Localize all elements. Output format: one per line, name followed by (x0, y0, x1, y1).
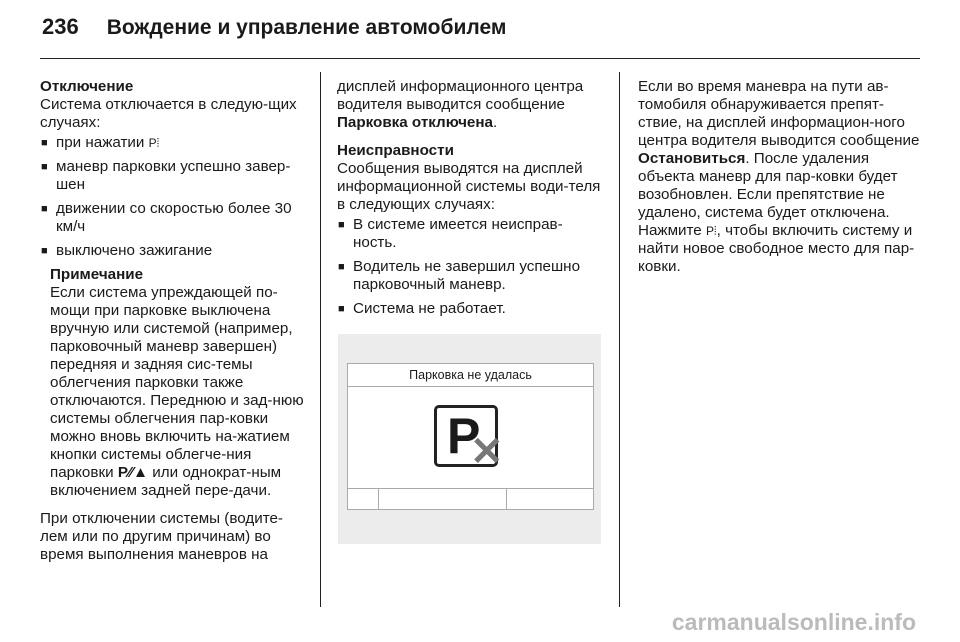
note-block (50, 266, 305, 500)
display-cell (348, 489, 379, 509)
paragraph: дисплей информационного центра водителя выводится сообщение Парковка отключена. (337, 78, 584, 131)
list-item: ■ маневр парковки успешно завер-шен (40, 158, 305, 194)
display-illustration (338, 334, 601, 544)
column-2 (337, 78, 604, 324)
page-header (42, 14, 506, 40)
paragraph: При отключении системы (водите-лем или по другим причинам) во время выполнения маневров на (40, 510, 283, 563)
paragraph (638, 78, 920, 276)
section-heading: Неисправности (337, 142, 454, 159)
parking-symbol: P (447, 408, 481, 464)
note-title: Примечание (50, 266, 144, 283)
list-item: ■ движении со скоростью более 30 км/ч (40, 200, 305, 236)
list-item: ■ В системе имеется неисправ-ность. (337, 216, 604, 252)
column-1 (40, 78, 305, 564)
paragraph: Система отключается в следую-щих случаях: (40, 96, 297, 131)
message-text: Парковка отключена (337, 114, 493, 131)
list-item: ■ выключено зажигание (40, 242, 305, 260)
page-number: 236 (42, 14, 79, 39)
column-3 (638, 78, 920, 276)
paragraph-text: дисплей информационного центра водителя выводится сообщение (337, 78, 584, 113)
parking-assist-icon: P⦙ (705, 224, 717, 238)
column-divider (320, 72, 321, 607)
bullet-list (337, 216, 604, 318)
note-text (50, 284, 305, 500)
bullet-list (40, 134, 305, 260)
list-item (40, 134, 305, 152)
page-title: Вождение и управление автомобилем (106, 16, 507, 39)
section-heading: Отключение (40, 78, 134, 95)
column-divider (619, 72, 620, 607)
watermark: carmanualsonline.info (671, 609, 916, 635)
list-item: ■ Водитель не завершил успешно парковочный маневр. (337, 258, 604, 294)
note-text-part: или однократ-ным включением задней пере-дачи. (50, 464, 282, 499)
parking-assist-icon: P⦙ (148, 136, 160, 150)
display-bottom-bar (348, 488, 593, 509)
note-text-part: Если система упреждающей по-мощи при парковке выключена вручную или системой (например, парковочный маневр завершен) передняя и задняя сис-темы облегчения парковки также отключаются. Переднюю и зад-нюю системы облегчения пар-ковки можно вновь включить на-жатием кнопки системы облегче-ния парковки (50, 284, 304, 481)
parking-sensor-icon: P⁄⁄▲ (117, 464, 149, 481)
display-screen (347, 363, 594, 510)
header-divider (40, 58, 920, 59)
display-message-title: Парковка не удалась (348, 364, 593, 387)
paragraph: Сообщения выводятся на дисплей информационной системы води-теля в следующих случаях: (337, 160, 601, 213)
list-item-text: при нажатии (56, 134, 145, 151)
display-cell (378, 489, 507, 509)
paragraph-text: , чтобы включить систему и найти новое свободное место для пар-ковки. (638, 222, 915, 275)
list-item: ■ Система не работает. (337, 300, 604, 318)
message-text: Остановиться (638, 150, 746, 167)
paragraph-text: . После удаления объекта маневр для пар-ковки будет возобновлен. Если препятствие не удалено, система будет отключена. Нажмите (638, 150, 898, 239)
paragraph-text: Если во время маневра на пути ав-томобиля обнаруживается препят-ствие, на дисплей информацион-ного центра водителя выводится сообщение (638, 78, 920, 149)
cross-icon: ✕ (470, 430, 504, 474)
